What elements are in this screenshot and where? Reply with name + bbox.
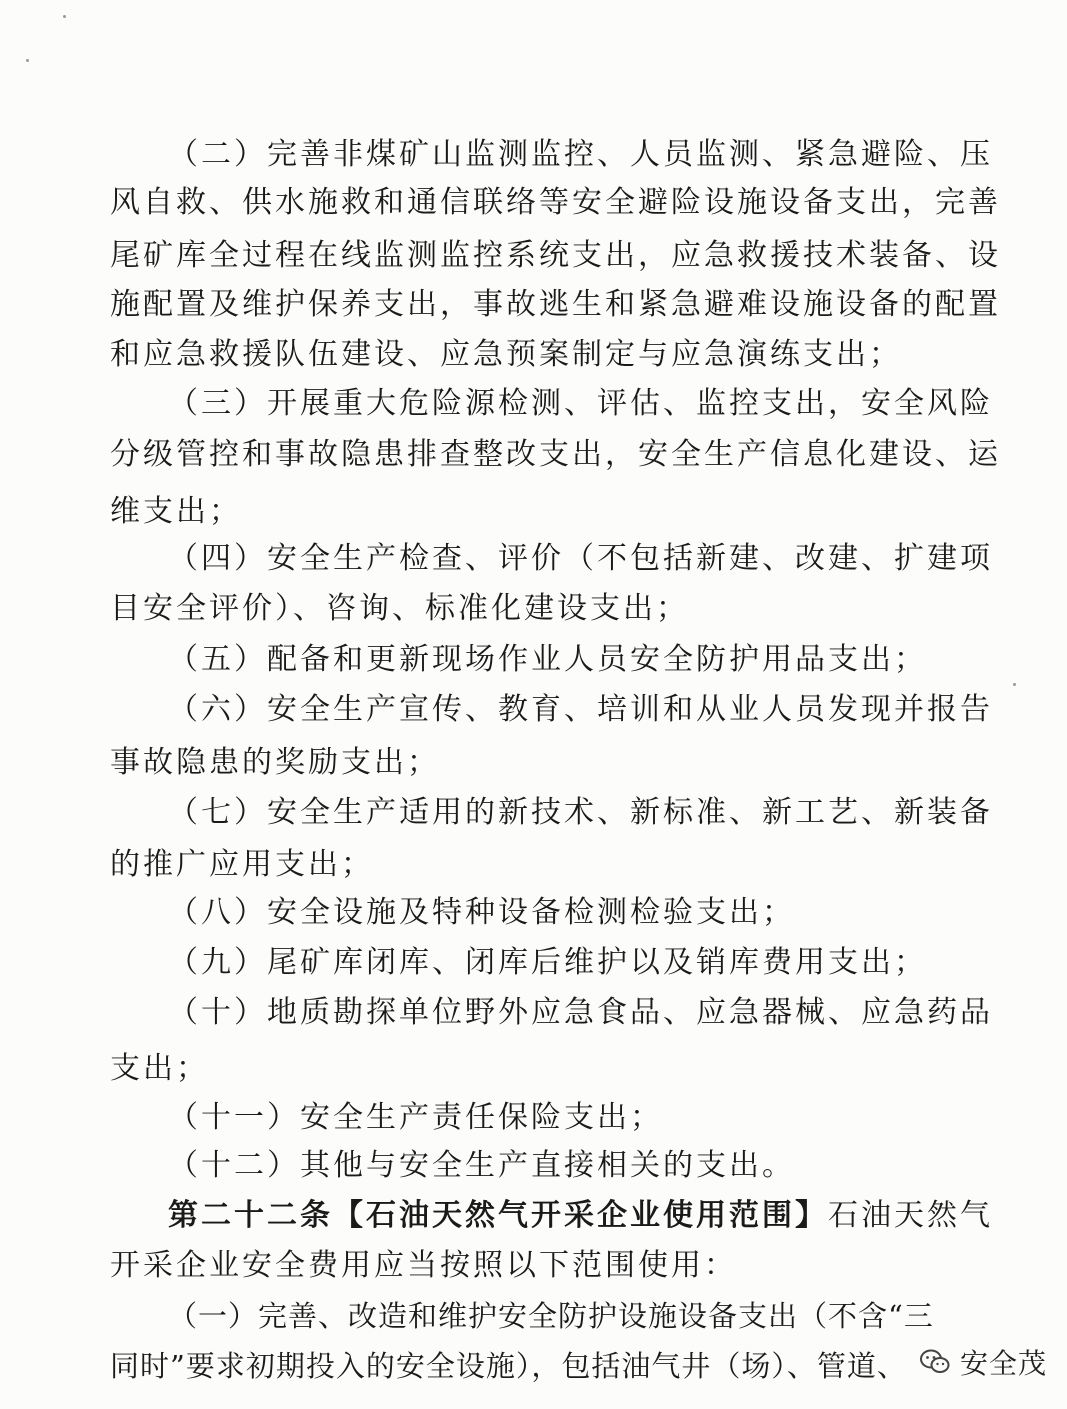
paragraph-line: 和应急救援队伍建设、应急预案制定与应急演练支出；: [110, 337, 902, 372]
paragraph-line: 分级管控和事故隐患排查整改支出，安全生产信息化建设、运: [110, 437, 1001, 472]
paragraph-line: （十二）其他与安全生产直接相关的支出。: [168, 1148, 795, 1183]
account-watermark: [918, 1340, 1047, 1384]
article-title-tail: 石油天然气: [828, 1198, 993, 1233]
article-title: 第二十二条【石油天然气开采企业使用范围】: [168, 1198, 828, 1233]
scan-speck: [1013, 683, 1016, 686]
paragraph-line: 目安全评价）、咨询、标准化建设支出；: [110, 591, 689, 626]
watermark-text: 安全茂: [960, 1347, 1048, 1380]
paragraph-line: 尾矿库全过程在线监测监控系统支出，应急救援技术装备、设: [110, 238, 1001, 273]
paragraph-line: 的推广应用支出；: [110, 847, 374, 882]
wechat-search-icon: [918, 1347, 952, 1377]
paragraph-line: （六）安全生产宣传、教育、培训和从业人员发现并报告: [168, 692, 993, 727]
paragraph-line: 事故隐患的奖励支出；: [110, 745, 440, 780]
scan-speck: [63, 15, 66, 18]
paragraph-line: （七）安全生产适用的新技术、新标准、新工艺、新装备: [168, 795, 993, 830]
paragraph-line: （一）完善、改造和维护安全防护设施设备支出（不含“三: [168, 1299, 934, 1333]
paragraph-line: 同时”要求初期投入的安全设施），包括油气井（场）、管道、: [110, 1349, 907, 1383]
paragraph-line: （四）安全生产检查、评价（不包括新建、改建、扩建项: [168, 541, 993, 576]
paragraph-line: （五）配备和更新现场作业人员安全防护用品支出；: [168, 642, 927, 677]
paragraph-line: 维支出；: [110, 494, 242, 529]
scan-speck: [26, 59, 29, 62]
article-heading-line: [168, 1198, 993, 1234]
paragraph-line: （二）完善非煤矿山监测监控、人员监测、紧急避险、压: [168, 137, 993, 172]
paragraph-line: （三）开展重大危险源检测、评估、监控支出，安全风险: [168, 386, 993, 421]
paragraph-line: 施配置及维护保养支出，事故逃生和紧急避难设施设备的配置: [110, 287, 1001, 322]
paragraph-line: 支出；: [110, 1051, 209, 1086]
paragraph-line: 开采企业安全费用应当按照以下范围使用：: [110, 1248, 737, 1283]
paragraph-line: （十一）安全生产责任保险支出；: [168, 1100, 663, 1135]
paragraph-line: （八）安全设施及特种设备检测检验支出；: [168, 895, 795, 930]
paragraph-line: （九）尾矿库闭库、闭库后维护以及销库费用支出；: [168, 945, 927, 980]
paragraph-line: 风自救、供水施救和通信联络等安全避险设施设备支出，完善: [110, 185, 1001, 220]
paragraph-line: （十）地质勘探单位野外应急食品、应急器械、应急药品: [168, 995, 993, 1030]
